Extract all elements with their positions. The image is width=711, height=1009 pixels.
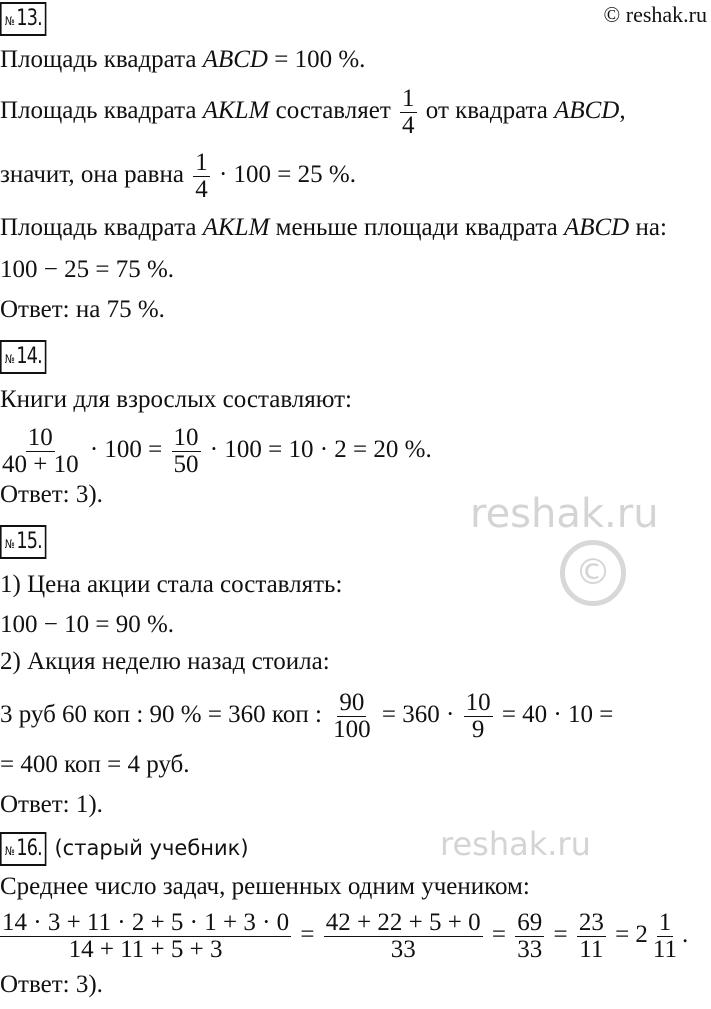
text-line: = 400 коп = 4 руб.	[0, 751, 190, 778]
fraction	[324, 910, 483, 963]
text-line: значит, она равна $\frac{1}{4}$ · 100 = 25 %.	[0, 149, 356, 203]
numerator: 90	[339, 688, 365, 716]
denominator: 11	[579, 935, 604, 963]
numerator: 42 + 22 + 5 + 0	[325, 908, 481, 936]
copyright-label: © reshak.ru	[603, 2, 707, 27]
text-line: 1) Цена акции стала составлять:	[0, 571, 343, 598]
fraction	[0, 425, 81, 478]
watermark: reshak.ru	[440, 825, 591, 863]
denominator: 40 + 10	[2, 450, 79, 478]
fraction	[577, 910, 606, 963]
numerator: 10	[173, 423, 199, 451]
numerator: 1	[195, 149, 208, 176]
fraction	[651, 910, 679, 963]
fraction	[331, 690, 373, 743]
answer: Ответ: 3).	[0, 481, 103, 508]
text-line: Площадь квадрата AKLM составляет $\frac{1}{4}$ от квадрата ABCD,	[0, 85, 626, 139]
numerator: 10	[465, 688, 491, 716]
fraction	[400, 86, 417, 139]
task-number-14: № 14.	[0, 340, 47, 374]
numerator: 14 · 3 + 11 · 2 + 5 · 1 + 3 · 0	[2, 908, 290, 936]
denominator: 11	[652, 935, 677, 963]
fraction	[172, 425, 201, 478]
text-line: Площадь квадрата ABCD = 100 %.	[0, 46, 366, 73]
denominator: 33	[390, 935, 416, 963]
numerator: 23	[578, 908, 604, 936]
denominator: 9	[471, 715, 485, 743]
fraction	[0, 910, 291, 963]
denominator: 33	[517, 935, 543, 963]
equation: $\frac{10}{40 + 10}$ · 100 = $\frac{10}{50}$ · 100 = 10 · 2 = 20 %.	[2, 423, 432, 478]
denominator: 4	[195, 176, 208, 203]
answer: Ответ: 3).	[0, 971, 103, 998]
numerator: 1	[402, 85, 415, 112]
answer: Ответ: 1).	[0, 791, 103, 818]
text-line: 100 − 25 = 75 %.	[0, 256, 175, 283]
numerator: 10	[27, 423, 53, 451]
text-line: Среднее число задач, решенных одним учеником:	[0, 873, 530, 900]
answer: Ответ: на 75 %.	[0, 296, 165, 323]
text-line: 2) Акция неделю назад стоила:	[0, 648, 330, 675]
fraction	[193, 150, 210, 203]
equation: $\frac{14 \cdot 3 + 11 \cdot 2 + 5 \cdot 1 + 3 \cdot 0}{14 + 11 + 5 + 3}$ = $\frac{42 + 22 + 5 + 0}{33}$ = $\frac{69}{33}$ = $\frac{23}{11}$ = 2 $\frac{1}{11}$ .	[2, 908, 689, 963]
numerator: 1	[658, 908, 672, 936]
text-line: Площадь квадрата AKLM меньше площади квадрата ABCD на:	[0, 214, 667, 241]
watermark-copyright-icon: ©	[560, 540, 626, 606]
text-line: Книги для взрослых составляют:	[0, 386, 352, 413]
watermark: reshak.ru	[470, 491, 659, 537]
denominator: 100	[333, 715, 371, 743]
numerator: 69	[517, 908, 543, 936]
task-number-15: № 15.	[0, 525, 47, 559]
denominator: 50	[173, 450, 199, 478]
fraction	[515, 910, 544, 963]
fraction	[464, 690, 493, 743]
equation: 3 руб 60 коп : 90 % = 360 коп : $\frac{90}{100}$ = 360 · $\frac{10}{9}$ = 40 · 10 =	[0, 688, 614, 743]
denominator: 14 + 11 + 5 + 3	[68, 935, 223, 963]
task-number-13: № 13.	[0, 2, 47, 36]
text-line: 100 − 10 = 90 %.	[0, 611, 175, 638]
task-number-16: № 16.	[0, 832, 47, 866]
denominator: 4	[402, 112, 415, 139]
task-header-16: № 16. (старый учебник)	[0, 832, 249, 866]
